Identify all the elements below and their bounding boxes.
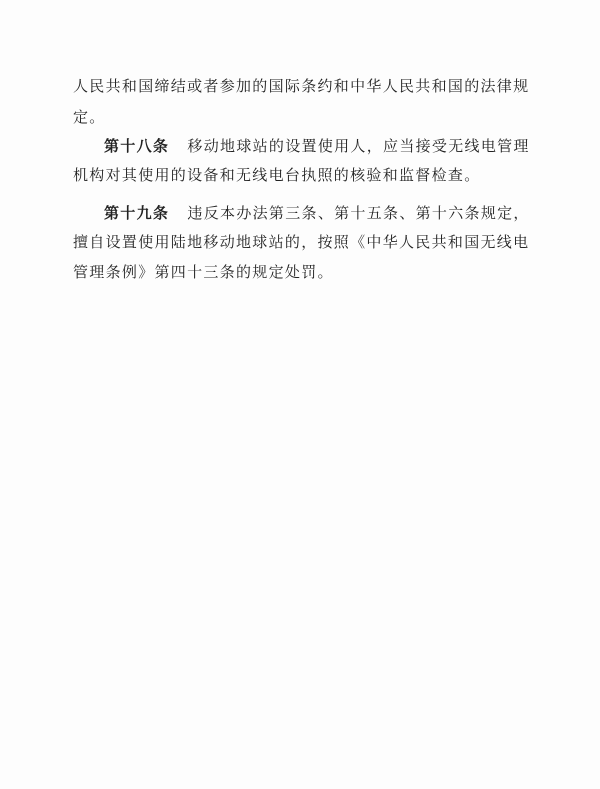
text-line: 人民共和国缔结或者参加的国际条约和中华人民共和国的法律规 — [73, 77, 530, 95]
article-heading: 第十九条 — [104, 204, 170, 222]
article-text: 移动地球站的设置使用人，应当接受无线电管理 — [187, 137, 530, 155]
article-heading: 第十八条 — [104, 137, 170, 155]
text-line: 机构对其使用的设备和无线电台执照的核验和监督检查。 — [73, 166, 481, 184]
text-line: 管理条例》第四十三条的规定处罚。 — [73, 263, 334, 281]
article-19 — [104, 203, 530, 223]
text-line: 擅自设置使用陆地移动地球站的，按照《中华人民共和国无线电 — [73, 233, 530, 251]
article-18 — [104, 136, 530, 156]
article-text: 违反本办法第三条、第十五条、第十六条规定， — [187, 204, 530, 222]
text-line: 定。 — [73, 108, 106, 126]
